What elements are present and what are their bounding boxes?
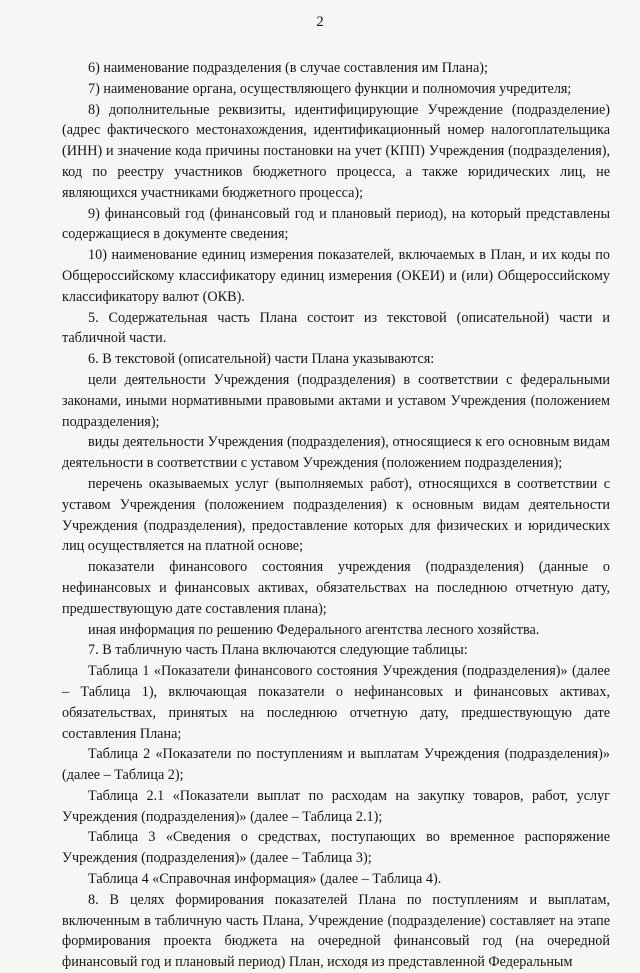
table-3-description: Таблица 3 «Сведения о средствах, поступающих во временное распоряжение Учреждения (подразделения)» (далее – Таблица 3); <box>62 829 610 867</box>
table-2-1-description: Таблица 2.1 «Показатели выплат по расходам на закупку товаров, работ, услуг Учреждения (подразделения)» (далее – Таблица 2.1); <box>62 787 610 825</box>
table-4-description: Таблица 4 «Справочная информация» (далее – Таблица 4). <box>88 871 442 888</box>
table-1-description: Таблица 1 «Показатели финансового состояния Учреждения (подразделения)» (далее – Таблица 1), включающая показатели о нефинансовых и финансовых активах, обязательствах, принятых на последнюю отчетную дату, предшествующую дате составления Плана; <box>62 663 610 742</box>
list-item-6: 6) наименование подразделения (в случае составления им Плана); <box>88 60 488 76</box>
text-part-activities: виды деятельности Учреждения (подразделения), относящиеся к его основным видам деятельности в соответствии с уставом Учреждения (положением подразделения); <box>62 434 610 472</box>
table-2-description: Таблица 2 «Показатели по поступлениям и выплатам Учреждения (подразделения)» (далее – Таблица 2); <box>62 746 610 784</box>
list-item-8: 8) дополнительные реквизиты, идентифицирующие Учреждение (подразделение) (адрес фактического местонахождения, идентификационный номер налогоплательщика (ИНН) и значение кода причины постановки на учет (КПП) Учреждения (подразделения), код по реестру участников бюджетного процесса, а также юридических лиц, не являющихся участниками бюджетного процесса); <box>62 101 610 201</box>
page-number: 2 <box>316 14 324 30</box>
text-part-other-info: иная информация по решению Федерального агентства лесного хозяйства. <box>88 621 540 638</box>
list-item-9: 9) финансовый год (финансовый год и плановый период), на который представлены содержащиеся в документе сведения; <box>62 205 610 243</box>
text-part-goals: цели деятельности Учреждения (подразделения) в соответствии с федеральными законами, иными нормативными правовыми актами и уставом Учреждения (положением подразделения); <box>62 371 610 430</box>
list-item-7: 7) наименование органа, осуществляющего функции и полномочия учредителя; <box>88 80 572 97</box>
section-5: 5. Содержательная часть Плана состоит из текстовой (описательной) части и табличной части. <box>62 309 610 347</box>
list-item-10: 10) наименование единиц измерения показателей, включаемых в План, и их коды по Общероссийскому классификатору единиц измерения (ОКЕИ) и (или) Общероссийскому классификатору валют (ОКВ). <box>62 247 610 305</box>
text-part-services: перечень оказываемых услуг (выполняемых работ), относящихся в соответствии с уставом Учреждения (положением подразделения) к основным видам деятельности Учреждения (подразделения), предоставление которых для физических и юридических лиц осуществляется на платной основе; <box>62 475 610 555</box>
section-6: 6. В текстовой (описательной) части Плана указываются: <box>88 351 435 368</box>
section-7: 7. В табличную часть Плана включаются следующие таблицы: <box>88 642 468 659</box>
text-part-financial-indicators: показатели финансового состояния учреждения (подразделения) (данные о нефинансовых и финансовых активах, обязательствах на последнюю отчетную дату, предшествующую дате составления плана); <box>62 559 610 617</box>
section-8: 8. В целях формирования показателей Плана по поступлениям и выплатам, включенным в табличную часть Плана, Учреждение (подразделение) составляет на этапе формирования проекта бюджета на очередной финансовый год (на очередной финансовый год и плановый период) План, исходя из представленной Федеральным <box>62 891 610 971</box>
